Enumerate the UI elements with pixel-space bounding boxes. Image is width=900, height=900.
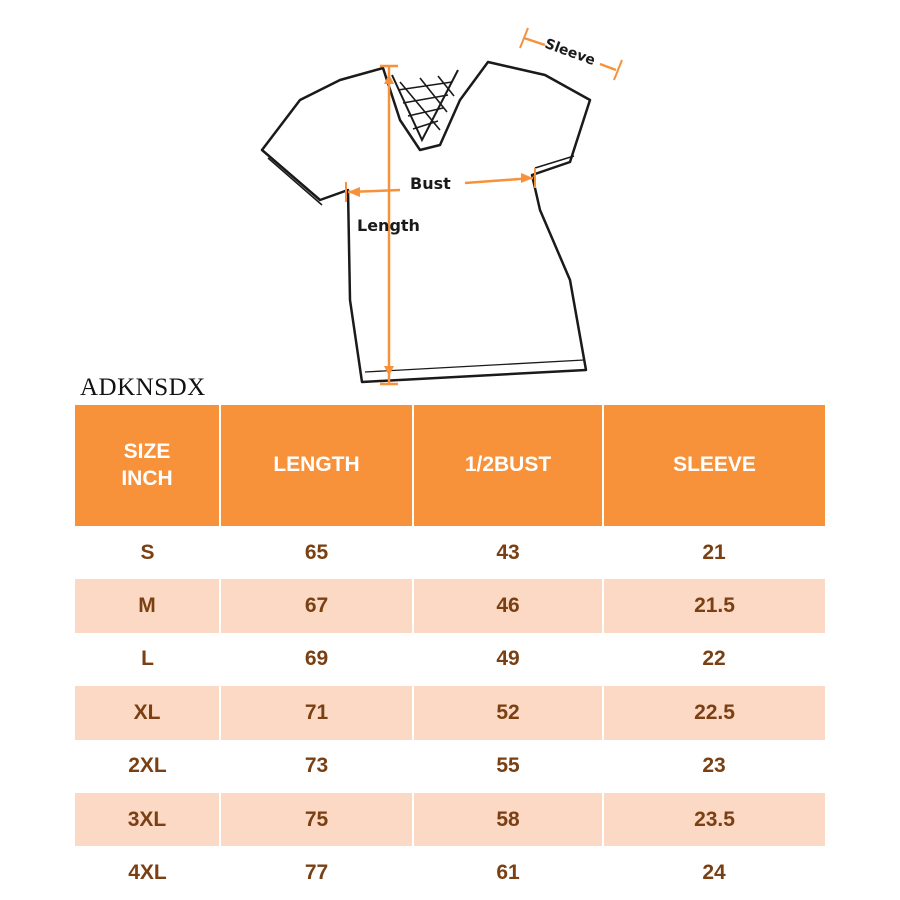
header-sleeve: SLEEVE	[603, 405, 825, 526]
header-size	[75, 405, 220, 526]
cell-length: 71	[220, 686, 413, 739]
cell-length: 75	[220, 793, 413, 846]
table-header-row	[75, 405, 825, 526]
cell-sleeve: 23.5	[603, 793, 825, 846]
header-size-line2: INCH	[121, 466, 173, 490]
table-row	[75, 579, 825, 632]
brand-name: ADKNSDX	[80, 374, 206, 401]
cell-sleeve: 24	[702, 861, 726, 885]
cell-size: XL	[75, 686, 220, 739]
cell-size: 4XL	[128, 861, 167, 885]
header-bust: 1/2BUST	[413, 405, 603, 526]
sleeve-dimension-label: Sleeve	[542, 36, 598, 69]
size-chart-table	[75, 405, 825, 900]
cell-size: L	[141, 647, 154, 671]
cell-bust: 61	[496, 861, 520, 885]
cell-size: S	[140, 540, 155, 564]
cell-size: 3XL	[75, 793, 220, 846]
cell-bust: 43	[496, 540, 520, 564]
cell-sleeve: 21	[702, 540, 726, 564]
cell-size: 2XL	[128, 754, 167, 778]
table-row	[75, 526, 825, 579]
cell-bust: 46	[413, 579, 603, 632]
table-row	[75, 633, 825, 686]
cell-sleeve: 22.5	[603, 686, 825, 739]
cell-length: 65	[304, 540, 329, 564]
table-row	[75, 793, 825, 846]
bust-dimension-label: Bust	[410, 174, 451, 193]
table-row	[75, 740, 825, 793]
cell-size: M	[75, 579, 220, 632]
header-size-line1: SIZE	[123, 440, 171, 464]
t-shirt-outline-icon	[0, 0, 900, 395]
cell-bust: 58	[413, 793, 603, 846]
table-row	[75, 846, 825, 899]
header-length: LENGTH	[220, 405, 413, 526]
cell-sleeve: 22	[702, 647, 726, 671]
cell-bust: 49	[496, 647, 520, 671]
cell-length: 69	[304, 647, 329, 671]
cell-sleeve: 21.5	[603, 579, 825, 632]
cell-sleeve: 23	[702, 754, 726, 778]
table-row	[75, 686, 825, 739]
cell-bust: 52	[413, 686, 603, 739]
cell-length: 73	[304, 754, 329, 778]
cell-length: 67	[220, 579, 413, 632]
length-dimension-label: Length	[357, 216, 420, 235]
garment-diagram	[0, 0, 900, 395]
cell-bust: 55	[496, 754, 520, 778]
cell-length: 77	[304, 861, 329, 885]
